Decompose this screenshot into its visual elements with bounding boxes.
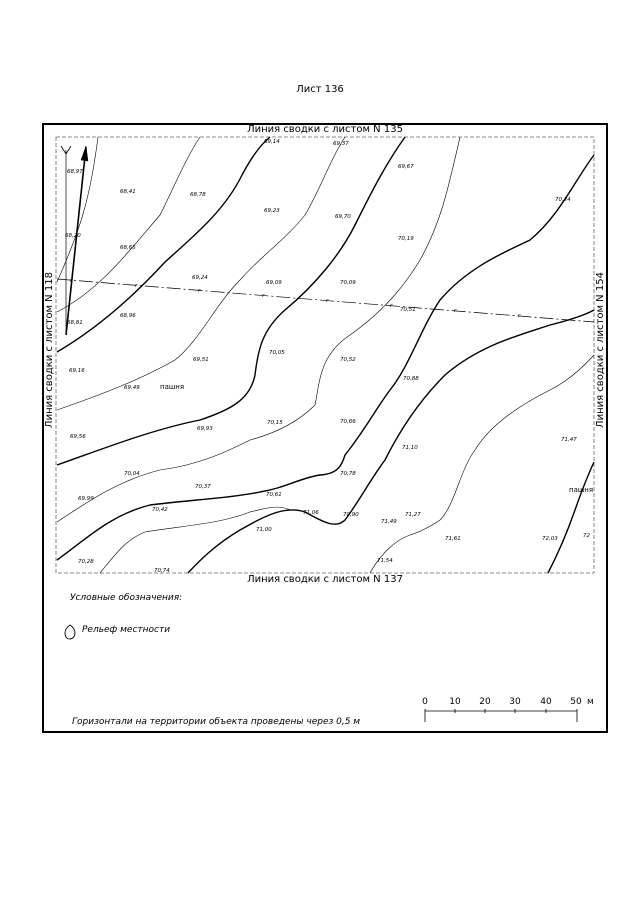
elevation-mark: 71,10	[402, 445, 418, 451]
line-marker: г	[262, 293, 265, 299]
elevation-mark: 69,93	[197, 426, 213, 432]
elevation-mark: 70,15	[267, 420, 283, 426]
border-label-right: Линия сводки с листом N 154	[595, 272, 606, 428]
dashed-line	[57, 278, 594, 322]
border-label-bottom: Линия сводки с листом N 137	[247, 574, 403, 585]
line-marker: г	[198, 288, 201, 294]
elevation-mark: 68,97	[67, 169, 83, 175]
elevation-mark: 68,96	[120, 313, 136, 319]
contour-line	[57, 137, 270, 352]
contour-line	[57, 137, 345, 410]
elevation-mark: 68,20	[65, 233, 81, 239]
contour-interval-note: Горизонтали на территории объекта проведены через 0,5 м	[72, 717, 361, 727]
elevation-mark: 71,06	[303, 510, 319, 516]
legend-item-relief: Рельеф местности	[82, 625, 171, 635]
scale-bar-tick-label: 10	[449, 697, 461, 707]
elevation-mark: 68,41	[120, 189, 136, 195]
elevation-marks	[65, 139, 590, 574]
elevation-mark: 70,66	[340, 419, 356, 425]
elevation-mark: 70,28	[78, 559, 94, 565]
scale-bar-tick-label: 50	[570, 697, 582, 707]
scale-bar-unit: м	[587, 697, 594, 707]
elevation-mark: 70,04	[124, 471, 140, 477]
contour-line	[370, 355, 594, 573]
scale-bar-tick-label: 0	[422, 697, 428, 707]
elevation-mark: 71,54	[377, 558, 393, 564]
legend-title: Условные обозначения:	[70, 593, 183, 603]
elevation-mark: 69,67	[398, 164, 414, 170]
elevation-mark: 69,51	[193, 357, 209, 363]
contour-line	[188, 310, 594, 573]
elevation-mark: 70,51	[400, 307, 416, 313]
elevation-mark: 70,74	[154, 568, 170, 574]
elevation-mark: 68,81	[67, 320, 83, 326]
elevation-mark: 70,09	[340, 280, 356, 286]
line-marker: г	[518, 313, 521, 319]
north-arrow-stroke	[66, 147, 86, 335]
contour-lines	[57, 137, 594, 573]
line-marker: г	[390, 303, 393, 309]
elevation-mark: 70,19	[398, 236, 414, 242]
contour-line	[57, 137, 98, 282]
elevation-mark: 71,61	[445, 536, 461, 542]
place-label-arable-land: пашня	[160, 383, 185, 391]
elevation-mark: 71,00	[256, 527, 272, 533]
line-marker: г	[70, 278, 73, 284]
border-label-top: Линия сводки с листом N 135	[247, 124, 403, 135]
elevation-mark: 69,16	[69, 368, 85, 374]
north-arrow-head	[81, 146, 88, 161]
elevation-mark: 71,47	[561, 437, 577, 443]
contour-line	[548, 462, 594, 573]
scale-bar-tick-label: 20	[479, 697, 491, 707]
sheet-title: Лист 136	[296, 84, 344, 95]
elevation-mark: 70,90	[343, 512, 359, 518]
contour-line	[57, 137, 460, 522]
line-marker: г	[326, 298, 329, 304]
elevation-mark: 69,37	[333, 141, 349, 147]
relief-icon	[64, 624, 76, 640]
elevation-mark: 70,88	[403, 376, 419, 382]
scale-bar-tick-label: 40	[540, 697, 552, 707]
elevation-mark: 69,09	[266, 280, 282, 286]
elevation-mark: 69,24	[192, 275, 208, 281]
scale-bar-tick-label: 30	[509, 697, 521, 707]
scale-bar	[425, 709, 577, 722]
elevation-mark: 69,23	[264, 208, 280, 214]
border-label-left: Линия сводки с листом N 118	[44, 272, 55, 428]
elevation-mark: 68,78	[190, 192, 206, 198]
contour-line	[57, 155, 594, 560]
elevation-mark: 69,70	[335, 214, 351, 220]
elevation-mark: 70,37	[195, 484, 211, 490]
contour-line	[100, 507, 290, 573]
place-label-arable-land: пашня	[569, 486, 594, 494]
elevation-mark: 69,56	[70, 434, 86, 440]
elevation-mark: 71,27	[405, 512, 421, 518]
relief-icon-shape	[65, 625, 75, 639]
elevation-mark: 70,78	[340, 471, 356, 477]
elevation-mark: 70,05	[269, 350, 285, 356]
elevation-mark: 72	[583, 533, 590, 539]
contour-line	[57, 137, 405, 465]
elevation-mark: 70,24	[555, 197, 571, 203]
line-marker: г	[454, 308, 457, 314]
elevation-mark: 70,42	[152, 507, 168, 513]
elevation-mark: 70,52	[340, 357, 356, 363]
elevation-mark: 69,14	[264, 139, 280, 145]
elevation-mark: 70,61	[266, 492, 282, 498]
inner-dashed-frame	[56, 137, 594, 573]
elevation-mark: 68,65	[120, 245, 136, 251]
elevation-mark: 71,49	[381, 519, 397, 525]
line-marker: г	[135, 283, 138, 289]
elevation-mark: 69,49	[124, 385, 140, 391]
elevation-mark: 72,03	[542, 536, 558, 542]
elevation-mark: 69,99	[78, 496, 94, 502]
